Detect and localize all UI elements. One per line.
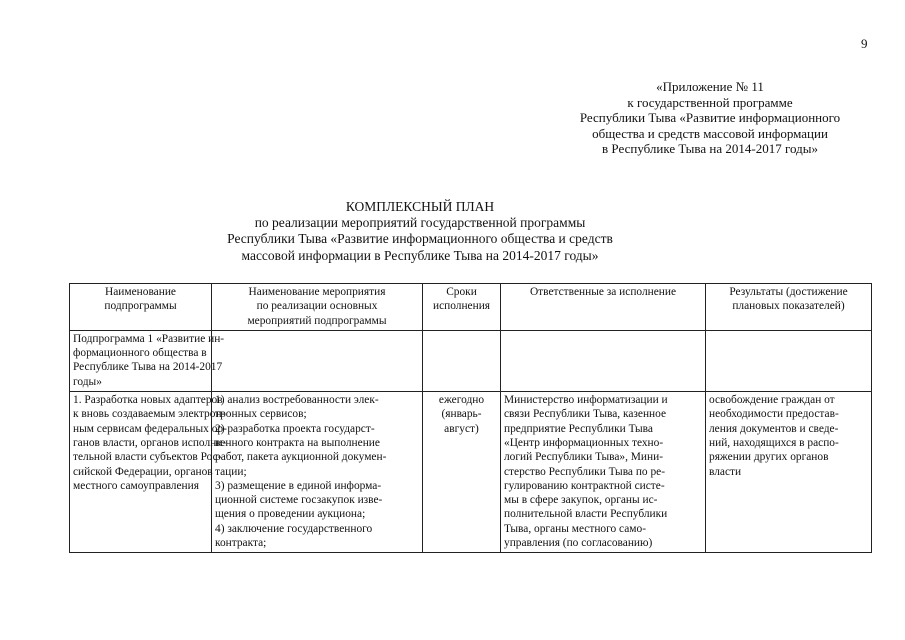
header-line: по реализации основных bbox=[256, 300, 378, 313]
cell-line: Республике Тыва на 2014-2017 bbox=[73, 361, 223, 374]
cell-line: к вновь создаваемым электрон- bbox=[73, 408, 226, 421]
cell-line: годы» bbox=[73, 375, 102, 388]
cell-line: ным сервисам федеральных ор- bbox=[73, 422, 227, 435]
header-responsible bbox=[501, 284, 706, 331]
cell-line: ний, находящихся в распо- bbox=[709, 436, 839, 449]
cell-line: «Центр информационных техно- bbox=[504, 436, 664, 449]
cell-line: 1) анализ востребованности элек- bbox=[215, 394, 379, 407]
empty-cell bbox=[423, 330, 501, 391]
cell-line: щения о проведении аукциона; bbox=[215, 508, 366, 521]
cell-line: контракта; bbox=[215, 537, 267, 550]
cell-line: 3) размещение в единой информа- bbox=[215, 479, 382, 492]
row-results-cell bbox=[706, 392, 872, 553]
cell-line: управления (по согласованию) bbox=[504, 537, 653, 550]
appendix-line: к государственной программе bbox=[627, 94, 793, 110]
cell-line: гулированию контрактной систе- bbox=[504, 479, 665, 492]
cell-line: ления документов и сведе- bbox=[709, 422, 839, 435]
row-terms-cell bbox=[423, 392, 501, 553]
cell-line: венного контракта на выполнение bbox=[215, 436, 380, 449]
appendix-note bbox=[520, 79, 900, 157]
cell-line: ряжении других органов bbox=[709, 451, 829, 464]
cell-line: тации; bbox=[215, 465, 247, 478]
cell-line: Министерство информатизации и bbox=[504, 394, 668, 407]
header-measures bbox=[212, 284, 423, 331]
cell-line: формационного общества в bbox=[73, 347, 207, 360]
subprogram-cell bbox=[70, 330, 225, 391]
cell-line: 4) заключение государственного bbox=[215, 522, 373, 535]
cell-line: ционной системе госзакупок изве- bbox=[215, 494, 383, 507]
header-line: исполнения bbox=[432, 300, 491, 313]
plan-title-line: массовой информации в Республике Тыва на 2014-2017 годы» bbox=[241, 247, 599, 263]
header-line: Наименование мероприятия bbox=[248, 286, 386, 298]
cell-line: связи Республики Тыва, казенное bbox=[504, 408, 667, 421]
cell-line: август) bbox=[444, 422, 479, 435]
header-line: Сроки bbox=[446, 286, 477, 298]
cell-line: ганов власти, органов исполни- bbox=[73, 436, 227, 449]
plan-title-line: по реализации мероприятий государственной программы bbox=[254, 215, 586, 231]
cell-line: местного самоуправления bbox=[73, 479, 199, 492]
appendix-line: общества и средств массовой информации bbox=[592, 125, 828, 141]
header-line: мероприятий подпрограммы bbox=[247, 314, 387, 327]
header-line: плановых показателей) bbox=[732, 300, 845, 313]
page-number: 9 bbox=[861, 36, 868, 51]
header-line: Ответственные за исполнение bbox=[529, 286, 677, 298]
cell-line: мы в сфере закупок, органы ис- bbox=[504, 494, 658, 507]
cell-line: (январь- bbox=[441, 408, 482, 421]
cell-line: освобождение граждан от bbox=[709, 394, 835, 407]
plan-title-line: Республики Тыва «Развитие информационного общества и средств bbox=[227, 231, 613, 247]
cell-line: тельной власти субъектов Рос- bbox=[73, 451, 222, 464]
cell-line: 2) разработка проекта государст- bbox=[215, 422, 375, 435]
cell-line: ежегодно bbox=[438, 394, 485, 407]
header-line: подпрограммы bbox=[104, 300, 177, 313]
cell-line: Подпрограмма 1 «Развитие ин- bbox=[73, 332, 225, 345]
row-measures-cell bbox=[212, 392, 423, 553]
plan-title-line: КОМПЛЕКСНЫЙ ПЛАН bbox=[345, 199, 495, 214]
cell-line: сийской Федерации, органов bbox=[73, 465, 213, 478]
empty-cell bbox=[501, 330, 706, 391]
row-responsible-cell bbox=[501, 392, 706, 553]
plan-title bbox=[160, 199, 680, 264]
plan-table bbox=[69, 283, 872, 553]
cell-line: предприятие Республики Тыва bbox=[504, 422, 653, 435]
cell-line: стерство Республики Тыва по ре- bbox=[504, 465, 666, 478]
header-terms bbox=[423, 284, 501, 331]
header-line: Результаты (достижение bbox=[729, 286, 848, 298]
cell-line: 1. Разработка новых адаптеров bbox=[73, 394, 223, 407]
table-row bbox=[70, 392, 872, 553]
row-name-cell bbox=[70, 392, 227, 553]
cell-line: Тыва, органы местного само- bbox=[504, 522, 646, 535]
empty-cell bbox=[706, 330, 872, 391]
cell-line: логий Республики Тыва», Мини- bbox=[504, 451, 664, 464]
cell-line: работ, пакета аукционной докумен- bbox=[215, 451, 387, 464]
appendix-line: Республики Тыва «Развитие информационного bbox=[579, 110, 841, 126]
appendix-line: «Приложение № 11 bbox=[656, 79, 764, 94]
cell-line: полнительной власти Республики bbox=[504, 508, 668, 521]
header-subprogram bbox=[70, 284, 212, 331]
cell-line: необходимости предостав- bbox=[709, 408, 839, 421]
subprogram-row bbox=[70, 330, 872, 391]
appendix-line: в Республике Тыва на 2014-2017 годы» bbox=[602, 141, 818, 157]
empty-cell bbox=[212, 330, 423, 391]
cell-line: тронных сервисов; bbox=[215, 408, 307, 421]
header-row bbox=[70, 284, 872, 331]
header-line: Наименование bbox=[105, 286, 176, 298]
cell-line: власти bbox=[709, 465, 742, 478]
header-results bbox=[706, 284, 872, 331]
